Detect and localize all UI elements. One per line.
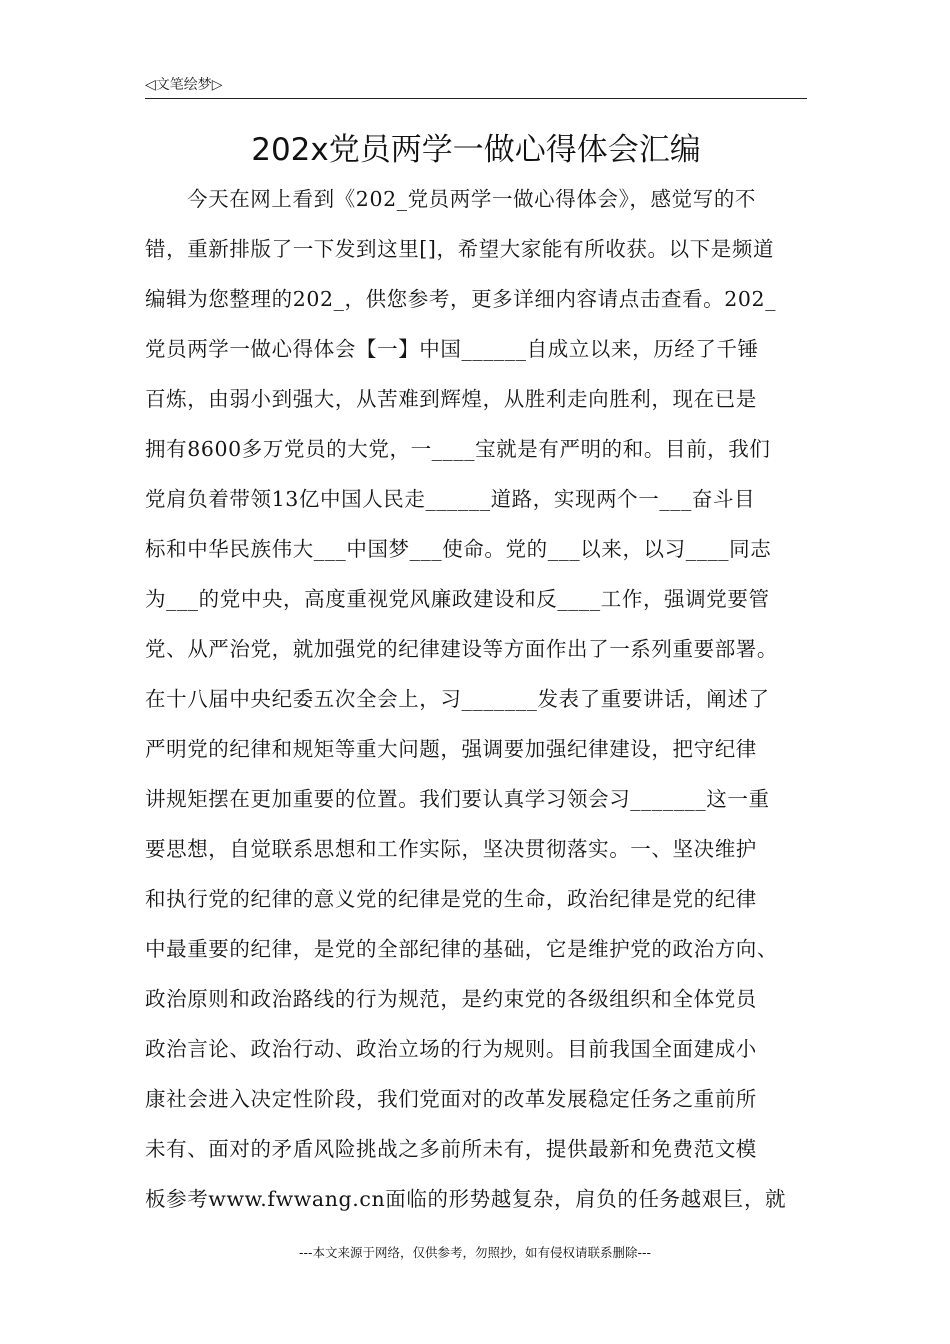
header-text: ◁文笔绘梦▷	[145, 77, 223, 93]
body-text-line: 错，重新排版了一下发到这里[]，希望大家能有所收获。以下是频道	[145, 237, 775, 261]
body-text-line: 今天在网上看到《202_党员两学一做心得体会》，感觉写的不	[187, 187, 757, 211]
body-text-line: 政治原则和政治路线的行为规范，是约束党的各级组织和全体党员	[145, 987, 757, 1011]
page-header	[145, 74, 807, 99]
body-text-line: 在十八届中央纪委五次全会上，习_______发表了重要讲话，阐述了	[145, 687, 770, 711]
document-body	[145, 179, 825, 1229]
body-text-line: 百炼，由弱小到强大，从苦难到辉煌，从胜利走向胜利，现在已是	[145, 387, 757, 411]
body-text-line: 编辑为您整理的202_，供您参考，更多详细内容请点击查看。202_	[145, 287, 777, 311]
body-text-line: 为___的党中央，高度重视党风廉政建设和反____工作，强调党要管	[145, 587, 770, 611]
footer-disclaimer: ---本文来源于网络，仅供参考，勿照抄，如有侵权请联系删除---	[298, 1245, 652, 1260]
body-text-line: 板参考www.fwwang.cn面临的形势越复杂，肩负的任务越艰巨，就	[145, 1187, 787, 1211]
body-text-line: 和执行党的纪律的意义党的纪律是党的生命，政治纪律是党的纪律	[145, 887, 757, 911]
body-text-line: 康社会进入决定性阶段，我们党面对的改革发展稳定任务之重前所	[145, 1087, 757, 1111]
body-text-line: 讲规矩摆在更加重要的位置。我们要认真学习领会习_______这一重	[145, 787, 770, 811]
document-title: 202x党员两学一做心得体会汇编	[251, 132, 701, 168]
body-text-line: 未有、面对的矛盾风险挑战之多前所未有，提供最新和免费范文模	[145, 1137, 757, 1161]
body-text-line: 要思想，自觉联系思想和工作实际，坚决贯彻落实。一、坚决维护	[145, 837, 757, 861]
body-text-line: 标和中华民族伟大___中国梦___使命。党的___以来，以习____同志	[145, 537, 772, 561]
body-text-line: 政治言论、政治行动、政治立场的行为规则。目前我国全面建成小	[145, 1037, 757, 1061]
body-text-line: 党肩负着带领13亿中国人民走______道路，实现两个一___奋斗目	[145, 487, 756, 511]
body-text-line: 党员两学一做心得体会【一】中国______自成立以来，历经了千锤	[145, 337, 759, 361]
body-text-line: 拥有8600多万党员的大党，一____宝就是有严明的和。目前，我们	[145, 437, 771, 461]
body-text-line: 党、从严治党，就加强党的纪律建设等方面作出了一系列重要部署。	[145, 637, 778, 661]
body-text-line: 严明党的纪律和规矩等重大问题，强调要加强纪律建设，把守纪律	[145, 737, 757, 761]
body-text-line: 中最重要的纪律，是党的全部纪律的基础，它是维护党的政治方向、	[145, 937, 778, 961]
